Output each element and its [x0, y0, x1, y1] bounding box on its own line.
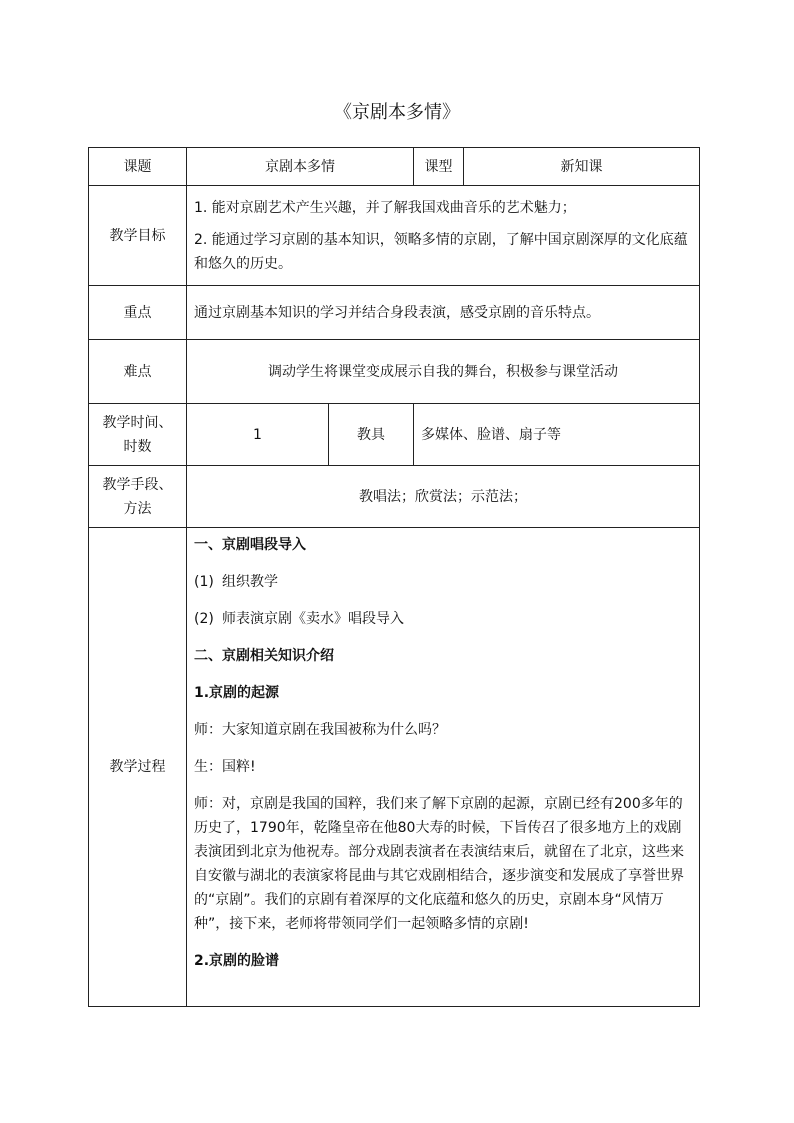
lesson-plan-table — [88, 147, 700, 1007]
difficulty-value: 调动学生将课堂变成展示自我的舞台，积极参与课堂活动 — [187, 340, 700, 404]
process-heading-4: 2.京剧的脸谱 — [194, 953, 280, 969]
process-answer: 生：国粹! — [194, 759, 256, 775]
item-2-text: 师表演京剧《卖水》唱段导入 — [222, 611, 404, 627]
row-key — [89, 286, 700, 340]
goal-2: 2. 能通过学习京剧的基本知识，领略多情的京剧，了解中国京剧深厚的文化底蕴和悠久的历史。 — [194, 231, 688, 272]
row-time — [89, 404, 700, 466]
row-process — [89, 528, 700, 1007]
process-question: 师：大家知道京剧在我国被称为什么吗？ — [194, 722, 446, 738]
kexing-label: 课型 — [414, 148, 464, 186]
process-heading-1: 一、京剧唱段导入 — [194, 537, 306, 553]
item-1-text: 组织教学 — [222, 574, 278, 590]
process-paragraph: 师：对，京剧是我国的国粹，我们来了解下京剧的起源，京剧已经有200多年的历史了，1790年，乾隆皇帝在他80大寿的时候，下旨传召了很多地方上的戏剧表演团到北京为他祝寿。部分戏剧表演者在表演结束后，就留在了北京，这些来自安徽与湖北的表演家将昆曲与其它戏剧相结合，逐步演变和发展成了享誉世界的“京剧”。我们的京剧有着深厚的文化底蕴和悠久的历史，京剧本身“风情万种”，接下来，老师将带领同学们一起领略多情的京剧! — [194, 796, 684, 932]
time-value: 1 — [187, 404, 329, 466]
row-method — [89, 466, 700, 528]
tools-value: 多媒体、脸谱、扇子等 — [414, 404, 700, 466]
item-2-number: (2) — [194, 611, 214, 627]
method-label: 教学手段、方法 — [89, 466, 187, 528]
goals-label: 教学目标 — [89, 186, 187, 286]
row-goals — [89, 186, 700, 286]
process-item-1 — [194, 570, 692, 594]
item-1-number: (1) — [194, 574, 214, 590]
keti-value: 京剧本多情 — [187, 148, 414, 186]
goal-1: 1. 能对京剧艺术产生兴趣，并了解我国戏曲音乐的艺术魅力； — [194, 199, 576, 216]
key-label: 重点 — [89, 286, 187, 340]
difficulty-label: 难点 — [89, 340, 187, 404]
method-value: 教唱法；欣赏法；示范法； — [187, 466, 700, 528]
goals-cell — [187, 186, 700, 286]
tools-label: 教具 — [329, 404, 414, 466]
process-label: 教学过程 — [89, 528, 187, 1007]
process-heading-2: 二、京剧相关知识介绍 — [194, 648, 334, 664]
row-keti — [89, 148, 700, 186]
process-heading-3: 1.京剧的起源 — [194, 685, 280, 701]
process-item-2 — [194, 607, 692, 631]
kexing-value: 新知课 — [464, 148, 700, 186]
keti-label: 课题 — [89, 148, 187, 186]
page-title: 《京剧本多情》 — [334, 102, 460, 123]
process-cell — [187, 528, 700, 1007]
key-value: 通过京剧基本知识的学习并结合身段表演，感受京剧的音乐特点。 — [187, 286, 700, 340]
row-difficulty — [89, 340, 700, 404]
time-label: 教学时间、时数 — [89, 404, 187, 466]
